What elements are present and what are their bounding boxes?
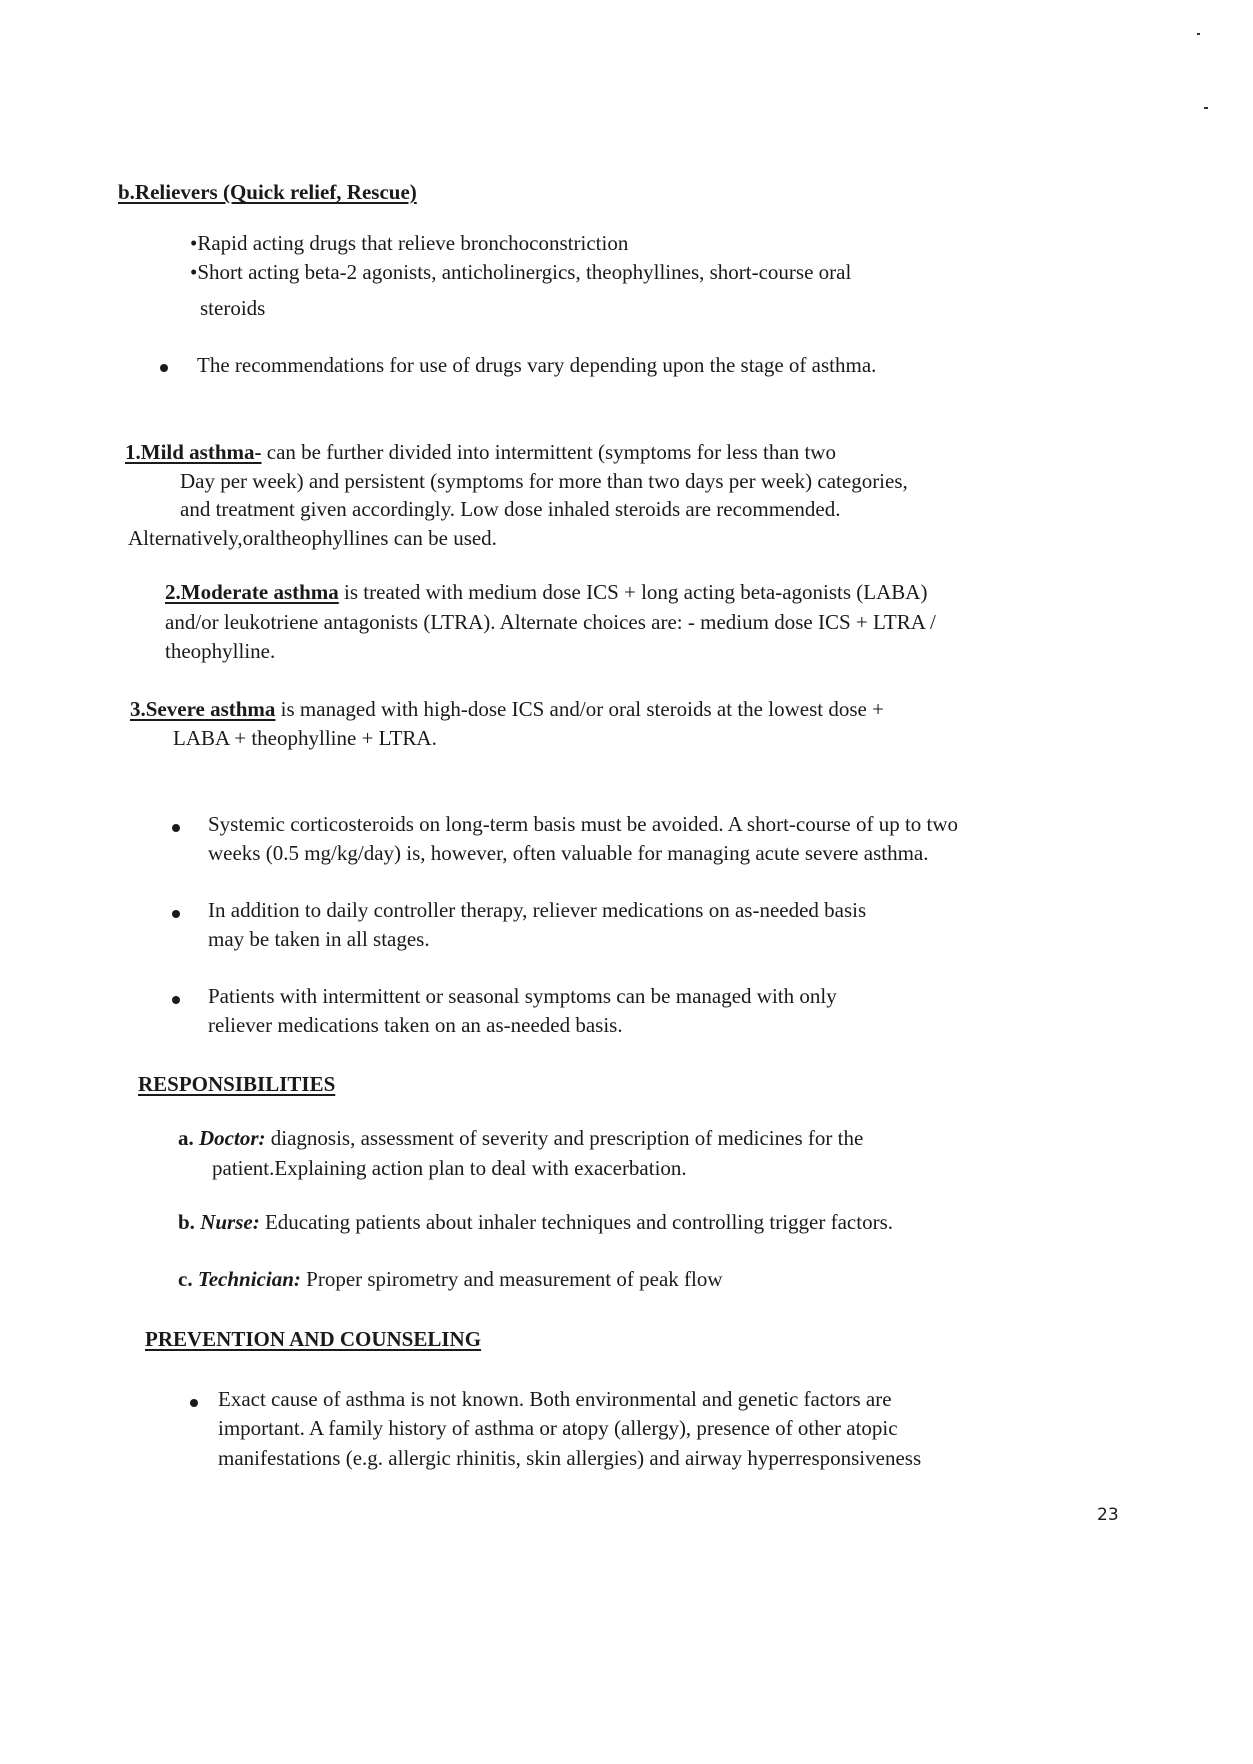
bullet-2-line-2: may be taken in all stages. — [208, 927, 430, 951]
bullet-dot — [190, 1399, 198, 1407]
mild-asthma-line-4: Alternatively,oraltheophyllines can be used. — [128, 526, 497, 550]
mild-asthma-line-2: Day per week) and persistent (symptoms for more than two days per week) categories, — [180, 469, 908, 493]
bullet-dot — [172, 824, 180, 832]
severe-asthma-text: is managed with high-dose ICS and/or oral steroids at the lowest dose + — [275, 697, 884, 721]
bullet-3-line-2: reliever medications taken on an as-needed basis. — [208, 1013, 623, 1037]
mild-asthma-text: can be further divided into intermittent (symptoms for less than two — [261, 440, 836, 464]
responsibility-marker: b. — [178, 1210, 195, 1234]
severe-asthma-line-1 — [130, 694, 884, 724]
relievers-line-3: steroids — [200, 296, 266, 320]
role-nurse-text: Educating patients about inhaler techniques and controlling trigger factors. — [259, 1210, 894, 1234]
responsibility-doctor-line-1 — [178, 1123, 863, 1153]
bullet-dot — [160, 364, 168, 372]
relievers-line-1: •Rapid acting drugs that relieve bronchoconstriction — [190, 231, 629, 255]
moderate-asthma-text: is treated with medium dose ICS + long acting beta-agonists (LABA) — [338, 580, 928, 604]
prevention-line-2: important. A family history of asthma or atopy (allergy), presence of other atopic — [218, 1416, 898, 1440]
prevention-line-1: Exact cause of asthma is not known. Both environmental and genetic factors are — [218, 1387, 892, 1411]
responsibility-nurse — [178, 1207, 893, 1237]
responsibilities-heading: RESPONSIBILITIES — [138, 1072, 336, 1096]
responsibility-marker: c. — [178, 1267, 193, 1291]
bullet-2-line-1: In addition to daily controller therapy, reliever medications on as-needed basis — [208, 898, 867, 922]
scan-speck — [1197, 33, 1200, 35]
bullet-3-line-1: Patients with intermittent or seasonal symptoms can be managed with only — [208, 984, 837, 1008]
moderate-asthma-line-1 — [165, 577, 927, 607]
scan-speck — [1204, 107, 1208, 109]
prevention-line-3: manifestations (e.g. allergic rhinitis, skin allergies) and airway hyperresponsiveness — [218, 1446, 922, 1470]
role-nurse: Nurse: — [200, 1210, 260, 1234]
mild-asthma-line-1 — [125, 437, 836, 467]
bullet-1-line-1: Systemic corticosteroids on long-term basis must be avoided. A short-course of up to two — [208, 812, 959, 836]
moderate-asthma-label: 2.Moderate asthma — [165, 580, 339, 604]
bullet-1-line-2: weeks (0.5 mg/kg/day) is, however, often valuable for managing acute severe asthma. — [208, 841, 929, 865]
responsibility-marker: a. — [178, 1126, 194, 1150]
severe-asthma-line-2: LABA + theophylline + LTRA. — [173, 726, 437, 750]
moderate-asthma-line-2: and/or leukotriene antagonists (LTRA). Alternate choices are: - medium dose ICS + LTRA / — [165, 610, 936, 634]
role-technician-text: Proper spirometry and measurement of peak flow — [300, 1267, 723, 1291]
role-technician: Technician: — [197, 1267, 301, 1291]
severe-asthma-label: 3.Severe asthma — [130, 697, 276, 721]
responsibility-doctor-line-2: patient.Explaining action plan to deal with exacerbation. — [212, 1156, 687, 1180]
responsibility-technician — [178, 1264, 723, 1294]
recommendation-text: The recommendations for use of drugs vary depending upon the stage of asthma. — [197, 353, 877, 377]
relievers-line-2: •Short acting beta-2 agonists, anticholinergics, theophyllines, short-course oral — [190, 260, 852, 284]
role-doctor-text: diagnosis, assessment of severity and prescription of medicines for the — [265, 1126, 864, 1150]
moderate-asthma-line-3: theophylline. — [165, 639, 276, 663]
relievers-heading: b.Relievers (Quick relief, Rescue) — [118, 180, 417, 204]
bullet-dot — [172, 996, 180, 1004]
mild-asthma-label: 1.Mild asthma- — [125, 440, 262, 464]
mild-asthma-line-3: and treatment given accordingly. Low dose inhaled steroids are recommended. — [180, 497, 841, 521]
role-doctor: Doctor: — [199, 1126, 266, 1150]
bullet-dot — [172, 910, 180, 918]
page-number: 23 — [1097, 1505, 1119, 1525]
prevention-heading: PREVENTION AND COUNSELING — [145, 1327, 482, 1351]
